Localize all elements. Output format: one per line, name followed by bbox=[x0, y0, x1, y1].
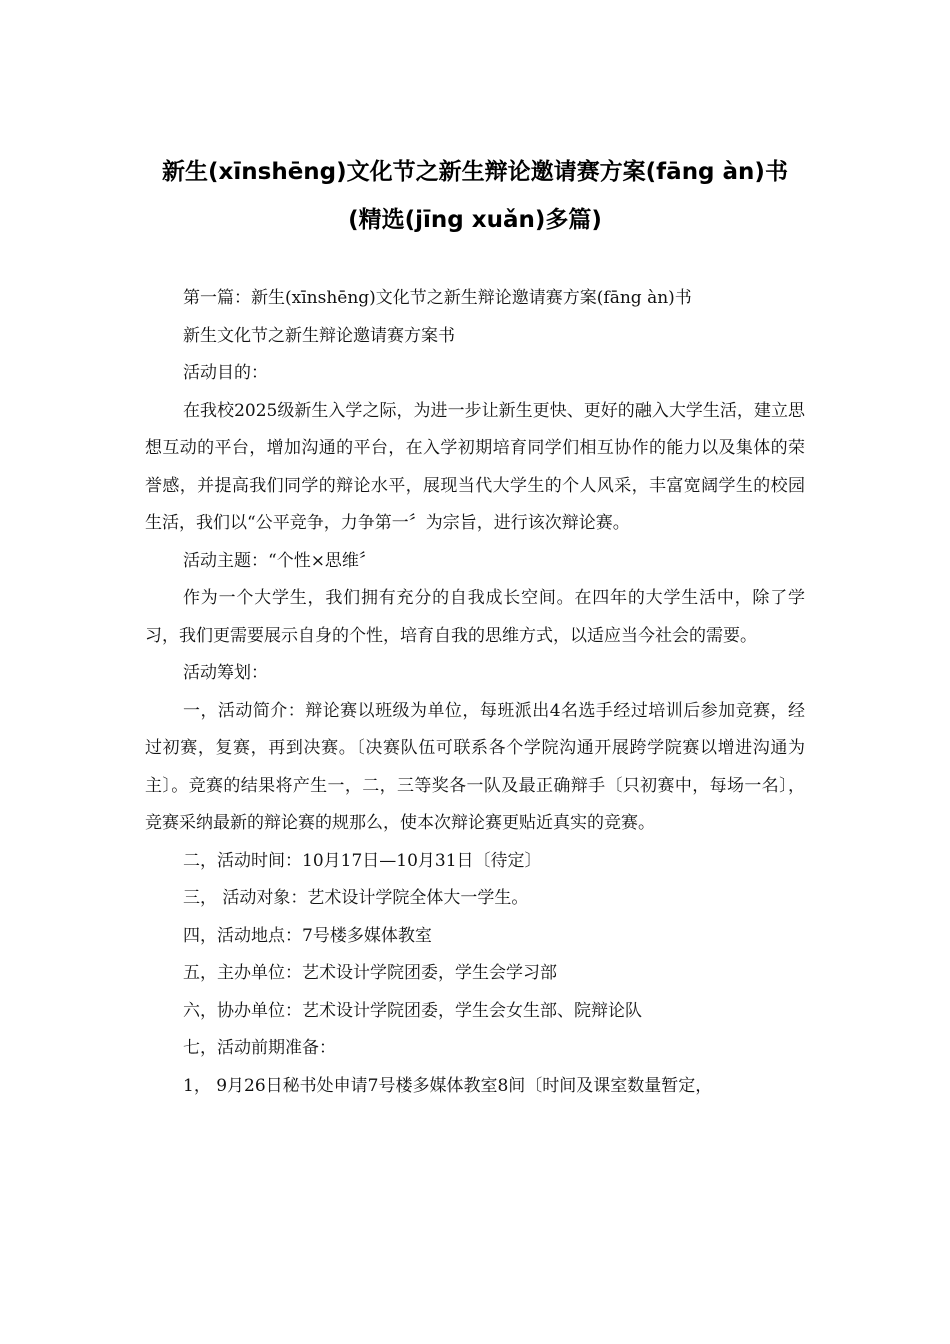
document-title-line-1: 新生(xīnshēng)文化节之新生辩论邀请赛方案(fāng àn)书 bbox=[162, 159, 788, 185]
item-location: 四，活动地点：7号楼多媒体教室 bbox=[183, 925, 432, 946]
paragraph-purpose: 在我校2025级新生入学之际，为进一步让新生更快、更好的融入大学生活，建立思想互动的平台，增加沟通的平台，在入学初期培育同学们相互协作的能力以及集体的荣誉感，并提高我们同学的辩论水平，展现当代大学生的个人风采，丰富宽阔学生的校园生活，我们以“公平竞争，力争第一〞为宗旨，进行该次辩论赛。 bbox=[145, 400, 805, 533]
item-preparation: 七，活动前期准备： bbox=[183, 1038, 336, 1058]
subtitle: 新生文化节之新生辩论邀请赛方案书 bbox=[183, 325, 455, 346]
item-target: 三， 活动对象：艺术设计学院全体大一学生。 bbox=[183, 888, 529, 908]
item-co-organizer: 六，协办单位：艺术设计学院团委，学生会女生部、院辩论队 bbox=[183, 1000, 642, 1021]
paragraph-theme: 作为一个大学生，我们拥有充分的自我成长空间。在四年的大学生活中，除了学习，我们更需要展示自身的个性，培育自我的思维方式，以适应当今社会的需要。 bbox=[145, 588, 805, 646]
label-theme: 活动主题：“个性×思维〞 bbox=[183, 550, 376, 571]
item-organizer: 五，主办单位：艺术设计学院团委，学生会学习部 bbox=[183, 963, 557, 983]
document-title-line-2: (精选(jīng xuǎn)多篇) bbox=[348, 207, 602, 233]
label-purpose: 活动目的： bbox=[183, 363, 268, 383]
item-time: 二，活动时间：10月17日—10月31日〔待定〕 bbox=[183, 850, 542, 871]
section-heading: 第一篇：新生(xīnshēng)文化节之新生辩论邀请赛方案(fāng àn)书 bbox=[183, 288, 692, 308]
document-body bbox=[145, 280, 805, 1105]
paragraph-introduction: 一，活动简介：辩论赛以班级为单位，每班派出4名选手经过培训后参加竞赛，经过初赛，复赛，再到决赛。〔决赛队伍可联系各个学院沟通开展跨学院赛以增进沟通为主〕。竞赛的结果将产生一，二，三等奖各一队及最正确辩手〔只初赛中，每场一名〕，竞赛采纳最新的辩论赛的规那么，使本次辩论赛更贴近真实的竞赛。 bbox=[145, 700, 805, 833]
label-planning: 活动筹划： bbox=[183, 663, 268, 683]
item-preparation-step-1: 1， 9月26日秘书处申请7号楼多媒体教室8间〔时间及课室数量暂定， bbox=[183, 1075, 713, 1096]
